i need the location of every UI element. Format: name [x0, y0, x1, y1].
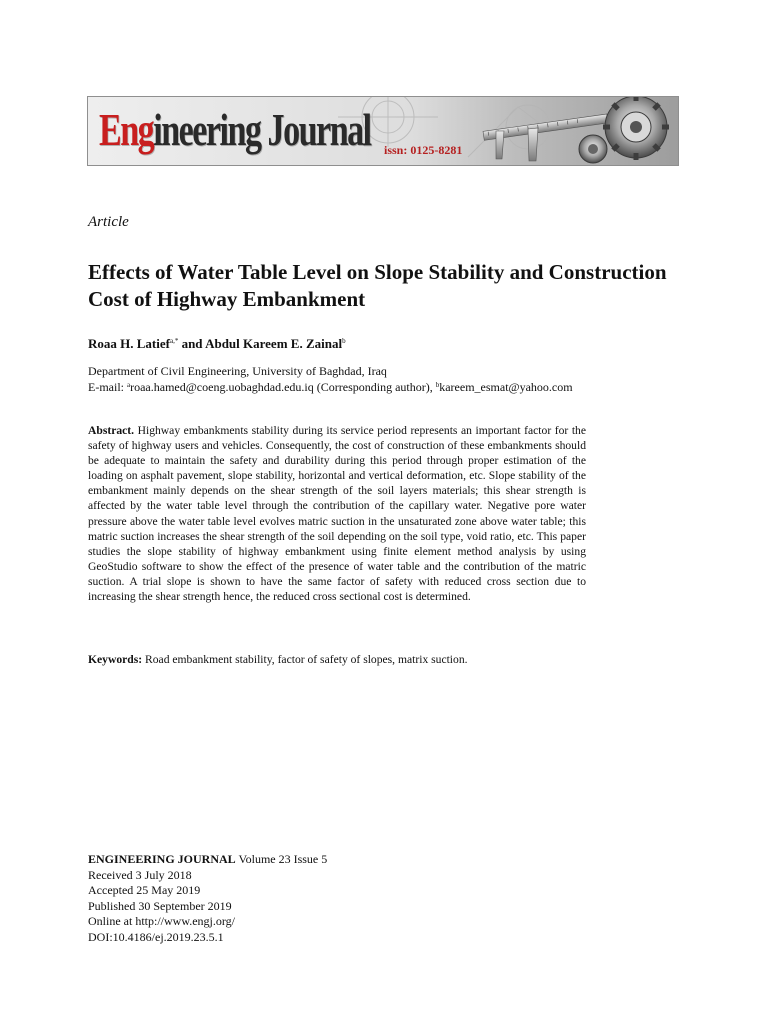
journal-name: ENGINEERING JOURNAL: [88, 852, 236, 866]
journal-banner: [87, 96, 679, 166]
email-link[interactable]: roaa.hamed@coeng.uobaghdad.edu.iq (Corresponding author),: [130, 380, 436, 394]
email-prefix: E-mail:: [88, 380, 127, 394]
email-line: [88, 379, 573, 395]
accepted-date: Accepted 25 May 2019: [88, 883, 201, 897]
received-date: Received 3 July 2018: [88, 867, 192, 882]
author-name: Roaa H. Latief: [88, 336, 170, 351]
journal-logo-rest: ineering Journal: [153, 104, 371, 155]
publication-info: [88, 852, 327, 945]
volume-issue: Volume 23 Issue 5: [238, 852, 328, 866]
abstract-label: Abstract.: [88, 424, 135, 437]
author-list: [88, 336, 346, 352]
email-mark: b: [435, 381, 440, 389]
journal-volume-line: [88, 852, 327, 868]
author-connector: and: [178, 336, 206, 351]
online-url[interactable]: Online at http://www.engj.org/: [88, 914, 235, 928]
email-mark: a: [127, 381, 131, 389]
journal-logo-highlight: Eng: [99, 104, 154, 155]
journal-logo-title: [99, 103, 371, 157]
published-date: Published 30 September 2019: [88, 898, 232, 913]
author-name: Abdul Kareem E. Zainal: [205, 336, 343, 351]
doi[interactable]: DOI:10.4186/ej.2019.23.5.1: [88, 929, 224, 944]
abstract-text: Highway embankments stability during its service period represents an important factor for the safety of highway users and vehicles. Consequently, the cost of construction of these embankments should be adequate to maintain the safety and durability during this period through proper estimation of the loading on asphalt pavement, slope stability, horizontal and vertical deformation, etc. Slope stability of the embankment mainly depends on the shear strength of the soil layers materials; this shear strength is affected by the water table level through the contribution of the capillary water. Negative pore water pressure above the water table level evolves matric suction in the unsaturated zone above water table; this matric suction increases the shear strength of the soil depending on the soil type, void ratio, etc. This paper studies the slope stability of highway embankment using finite element method analysis by using GeoStudio software to show the effect of the presence of water table and the contribution of the matric suction. A trial slope is shown to have the same factor of safety with reduced cross section due to increasing the shear strength hence, the reduced cross sectional cost is determined.: [88, 424, 586, 604]
email-link[interactable]: kareem_esmat@yahoo.com: [439, 380, 573, 394]
gear-icon: [579, 97, 669, 163]
keywords-label: Keywords:: [88, 653, 143, 666]
keywords-paragraph: [88, 652, 648, 667]
affiliation-line: Department of Civil Engineering, University of Baghdad, Iraq: [88, 364, 387, 378]
affiliation-block: [88, 363, 573, 395]
keywords-text: Road embankment stability, factor of safety of slopes, matrix suction.: [145, 653, 468, 666]
paper-title: Effects of Water Table Level on Slope Stability and Construction Cost of Highway Embankment: [88, 260, 667, 311]
author-affiliation-mark: a,*: [169, 337, 179, 345]
author-affiliation-mark: b: [342, 337, 346, 345]
article-type-label: Article: [88, 214, 129, 230]
journal-issn: issn: 0125-8281: [384, 143, 463, 157]
abstract-paragraph: [88, 423, 586, 604]
